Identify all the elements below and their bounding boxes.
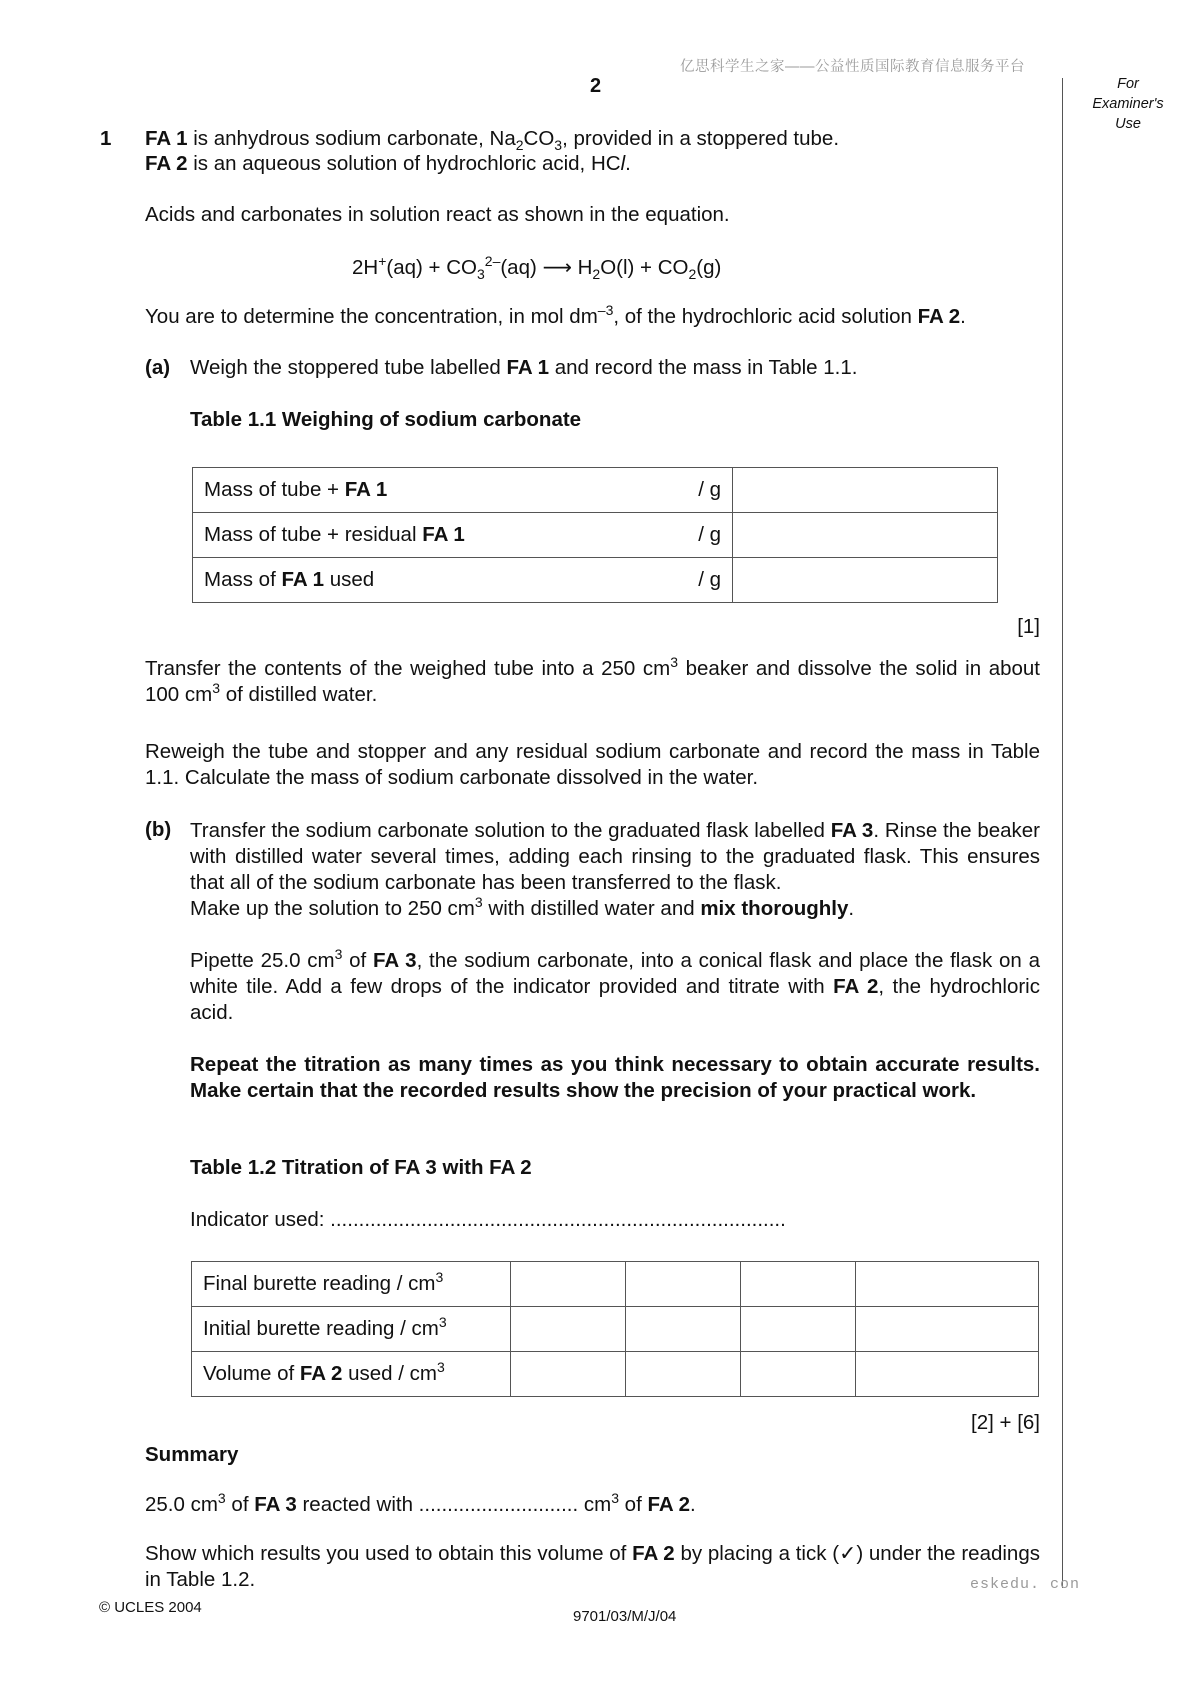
sup-3: 3 bbox=[217, 1490, 226, 1507]
page-number: 2 bbox=[590, 75, 602, 97]
table-row bbox=[192, 1262, 1039, 1307]
row-label: Mass of tube + bbox=[204, 478, 345, 501]
summary-title: Summary bbox=[145, 1443, 239, 1466]
eq-sub: 3 bbox=[476, 266, 485, 283]
row-label-bold: FA 1 bbox=[422, 523, 465, 546]
p2-end: , the hydrochloric acid. bbox=[190, 975, 1040, 1024]
summary-text: of bbox=[618, 1493, 648, 1516]
part-a-text-end: and record the mass in Table 1.1. bbox=[549, 356, 858, 379]
reading-cell[interactable] bbox=[856, 1307, 1039, 1352]
table-1-2-title: Table 1.2 Titration of FA 3 with FA 2 bbox=[190, 1156, 532, 1179]
row-unit: / g bbox=[698, 568, 721, 591]
reaction-equation bbox=[352, 253, 722, 283]
transfer-text: beaker and dissolve the solid in about 100 cm bbox=[145, 657, 1040, 706]
part-a-instruction bbox=[190, 356, 857, 380]
part-a-marks: [1] bbox=[1017, 615, 1040, 638]
reading-cell[interactable] bbox=[741, 1352, 856, 1397]
table-cell-label bbox=[192, 1262, 511, 1307]
part-a-text: Weigh the stoppered tube labelled bbox=[190, 356, 507, 379]
table-row bbox=[192, 1352, 1039, 1397]
fa1-description bbox=[145, 127, 840, 154]
p2-text: Pipette 25.0 cm bbox=[190, 949, 335, 972]
sup-3: 3 bbox=[670, 654, 679, 671]
row-label-end: used / cm bbox=[342, 1362, 437, 1385]
row-label: Mass of tube + residual bbox=[204, 523, 423, 546]
row-unit: / g bbox=[698, 478, 721, 501]
summary-text: of bbox=[225, 1493, 255, 1516]
p2-fa2: FA 2 bbox=[833, 975, 879, 998]
reading-cell[interactable] bbox=[626, 1262, 741, 1307]
eq-part: (aq) + CO bbox=[386, 256, 477, 279]
aim-sup: –3 bbox=[597, 302, 614, 319]
row-label: Volume of bbox=[203, 1362, 300, 1385]
sup-3: 3 bbox=[436, 1359, 445, 1376]
reading-cell[interactable] bbox=[626, 1352, 741, 1397]
mass-entry-cell[interactable] bbox=[733, 558, 998, 603]
reading-cell[interactable] bbox=[511, 1352, 626, 1397]
part-b-paragraph-1 bbox=[190, 818, 1040, 922]
eq-part: (g) bbox=[696, 256, 722, 279]
table-cell-label bbox=[192, 1307, 511, 1352]
table-cell-label bbox=[193, 513, 733, 558]
sup-3: 3 bbox=[474, 894, 483, 911]
row-label: Mass of bbox=[204, 568, 282, 591]
eq-sup: 2– bbox=[484, 253, 501, 270]
fa1-text-co: CO bbox=[523, 127, 555, 150]
sup-3: 3 bbox=[212, 680, 221, 697]
table-row bbox=[192, 1307, 1039, 1352]
fa1-label: FA 1 bbox=[145, 127, 188, 150]
titration-instruction: Repeat the titration as many times as you think necessary to obtain accurate results. Make certain that the recorded results show the precision of your practical work. bbox=[190, 1053, 1040, 1102]
fa2-italic-l: l bbox=[620, 152, 626, 175]
examiner-label-line2: Examiner's bbox=[1092, 96, 1164, 112]
paper-code: 9701/03/M/J/04 bbox=[573, 1608, 677, 1625]
table-cell-label bbox=[192, 1352, 511, 1397]
show-fa2: FA 2 bbox=[632, 1542, 675, 1565]
header-watermark: 亿思科学生之家——公益性质国际教育信息服务平台 bbox=[680, 59, 1025, 75]
part-b-marks: [2] + [6] bbox=[971, 1411, 1040, 1434]
p2-text: , the sodium carbonate, into a conical flask and place the flask on a white tile. Add a few drops of the indicator provided and titrate with bbox=[190, 949, 1040, 998]
p1-fa3: FA 3 bbox=[830, 819, 874, 842]
table-cell-label bbox=[193, 558, 733, 603]
summary-text: 25.0 cm bbox=[145, 1493, 218, 1516]
mass-entry-cell[interactable] bbox=[733, 513, 998, 558]
p1-mix: mix thoroughly bbox=[700, 897, 849, 920]
fa2-end: . bbox=[625, 152, 631, 175]
reading-cell[interactable] bbox=[856, 1352, 1039, 1397]
row-label: Final burette reading / cm bbox=[203, 1272, 436, 1295]
reading-cell[interactable] bbox=[511, 1307, 626, 1352]
fa2-label: FA 2 bbox=[145, 152, 188, 175]
sup-3: 3 bbox=[438, 1314, 447, 1331]
examiner-label-line1: For bbox=[1117, 76, 1139, 92]
part-b-paragraph-2 bbox=[190, 948, 1040, 1026]
reading-cell[interactable] bbox=[626, 1307, 741, 1352]
row-label-bold: FA 1 bbox=[344, 478, 388, 501]
part-a-label: (a) bbox=[145, 356, 171, 379]
show-text: Show which results you used to obtain this volume of bbox=[145, 1542, 633, 1565]
indicator-line[interactable]: Indicator used: ................................................................................ bbox=[190, 1208, 786, 1231]
copyright: © UCLES 2004 bbox=[99, 1599, 202, 1616]
tick-instruction bbox=[145, 1541, 1040, 1593]
question-number: 1 bbox=[100, 127, 112, 150]
eq-part: 2H bbox=[352, 256, 379, 279]
fa2-description bbox=[145, 152, 631, 176]
table-row bbox=[193, 558, 998, 603]
aim-fa2: FA 2 bbox=[917, 305, 961, 328]
transfer-text: Transfer the contents of the weighed tube into a 250 cm bbox=[145, 657, 671, 680]
eq-sub: 2 bbox=[688, 266, 697, 283]
footer-watermark: eskedu. con bbox=[970, 1576, 1081, 1593]
summary-fa3: FA 3 bbox=[254, 1493, 297, 1516]
table-1-1-title: Table 1.1 Weighing of sodium carbonate bbox=[190, 408, 582, 431]
table-1-1 bbox=[192, 467, 998, 603]
part-a-fa1: FA 1 bbox=[506, 356, 550, 379]
fa1-text: is anhydrous sodium carbonate, Na bbox=[187, 127, 516, 150]
row-label-bold: FA 1 bbox=[281, 568, 325, 591]
summary-blank[interactable]: reacted with ............................ cm bbox=[296, 1493, 612, 1516]
reading-cell[interactable] bbox=[741, 1307, 856, 1352]
p1-end: . bbox=[848, 897, 855, 920]
aim-text: , of the hydrochloric acid solution bbox=[613, 305, 918, 328]
summary-end: . bbox=[690, 1493, 696, 1516]
table-row bbox=[193, 468, 998, 513]
aim-end: . bbox=[960, 305, 966, 328]
row-unit: / g bbox=[698, 523, 721, 546]
summary-line bbox=[145, 1490, 696, 1517]
eq-part: (aq) ⟶ H bbox=[500, 256, 593, 279]
subscript: 2 bbox=[515, 137, 524, 154]
p1-makeup: Make up the solution to 250 cm bbox=[190, 897, 475, 920]
examiner-label-line3: Use bbox=[1115, 116, 1141, 132]
table-1-2 bbox=[191, 1261, 1039, 1397]
reading-cell[interactable] bbox=[741, 1262, 856, 1307]
row-label-bold: FA 2 bbox=[299, 1362, 343, 1385]
fa1-text-end: , provided in a stoppered tube. bbox=[562, 127, 840, 150]
sup-3: 3 bbox=[334, 946, 343, 963]
eq-part: O(l) + CO bbox=[600, 256, 689, 279]
eq-sub: 2 bbox=[592, 266, 601, 283]
part-b-label: (b) bbox=[145, 818, 172, 841]
eq-sup: + bbox=[378, 253, 387, 270]
p2-text: of bbox=[342, 949, 373, 972]
table-cell-label bbox=[193, 468, 733, 513]
p1-text: . Rinse the beaker with distilled water several times, adding each rinsing to the graduated flask. This ensures that all of the sodium carbonate has been transferred to the flask. bbox=[190, 819, 1040, 894]
sup-3: 3 bbox=[611, 1490, 619, 1507]
aim-text: You are to determine the concentration, in mol dm bbox=[145, 305, 598, 328]
p1-text: Transfer the sodium carbonate solution to the graduated flask labelled bbox=[190, 819, 831, 842]
aim-statement bbox=[145, 302, 966, 329]
transfer-paragraph bbox=[145, 656, 1040, 708]
reaction-intro: Acids and carbonates in solution react as shown in the equation. bbox=[145, 203, 730, 226]
subscript: 3 bbox=[554, 137, 563, 154]
examiner-margin-rule bbox=[1062, 78, 1063, 1588]
mass-entry-cell[interactable] bbox=[733, 468, 998, 513]
p2-fa3: FA 3 bbox=[372, 949, 417, 972]
reading-cell[interactable] bbox=[856, 1262, 1039, 1307]
table-row bbox=[193, 513, 998, 558]
show-text-end: by placing a tick (✓) under the readings in Table 1.2. bbox=[145, 1542, 1040, 1591]
reading-cell[interactable] bbox=[511, 1262, 626, 1307]
reweigh-paragraph: Reweigh the tube and stopper and any residual sodium carbonate and record the mass in Table 1.1. Calculate the mass of sodium carbonate dissolved in the water. bbox=[145, 740, 1040, 789]
summary-fa2: FA 2 bbox=[647, 1493, 691, 1516]
row-label-end: used bbox=[324, 568, 375, 591]
examiner-use-label bbox=[1088, 74, 1168, 134]
sup-3: 3 bbox=[435, 1269, 444, 1286]
transfer-text-end: of distilled water. bbox=[220, 683, 378, 706]
row-label: Initial burette reading / cm bbox=[203, 1317, 439, 1340]
fa2-text: is an aqueous solution of hydrochloric acid, HC bbox=[187, 152, 621, 175]
p1-text: with distilled water and bbox=[482, 897, 701, 920]
